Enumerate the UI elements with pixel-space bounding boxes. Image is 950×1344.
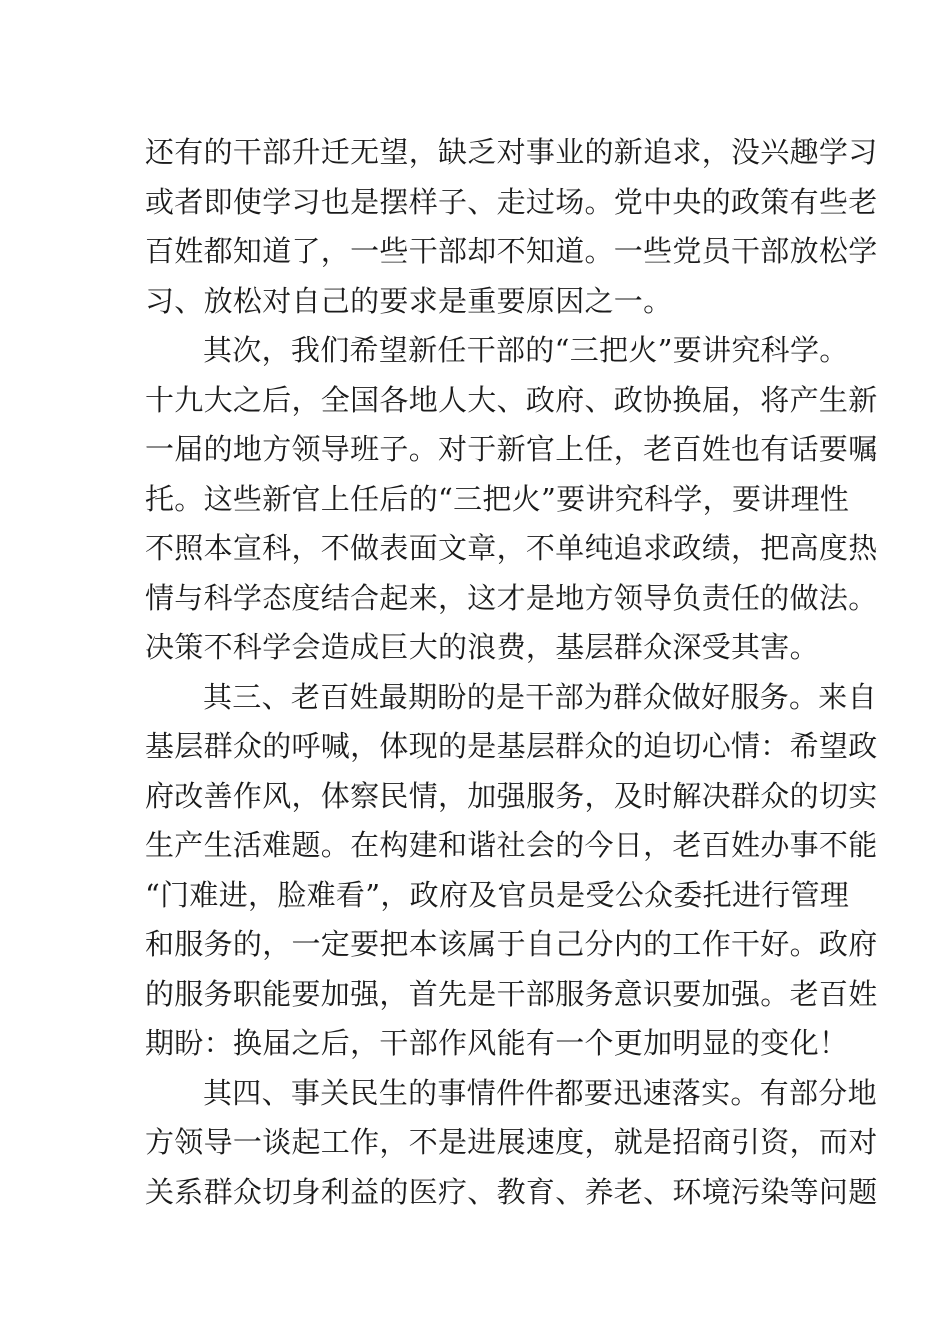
text-line: 的服务职能要加强，首先是干部服务意识要加强。老百姓 — [145, 976, 878, 1011]
text-line: 习、放松对自己的要求是重要原因之一。 — [145, 283, 673, 318]
text-line: 十九大之后，全国各地人大、政府、政协换届，将产生新 — [145, 382, 878, 417]
text-line: 决策不科学会造成巨大的浪费，基层群众深受其害。 — [145, 630, 819, 664]
text-line: 情与科学态度结合起来，这才是地方领导负责任的做法。 — [145, 580, 878, 615]
text-line: 基层群众的呼喊，体现的是基层群众的迫切心情：希望政 — [145, 729, 878, 763]
text-line: 百姓都知道了，一些干部却不知道。一些党员干部放松学 — [145, 234, 878, 268]
text-line: 期盼：换届之后，干部作风能有一个更加明显的变化！ — [145, 1026, 849, 1060]
text-line: “门难进，脸难看”，政府及官员是受公众委托进行管理 — [145, 877, 850, 912]
text-line: 还有的干部升迁无望，缺乏对事业的新追求，没兴趣学习 — [145, 135, 878, 169]
paragraph-first-line: 其三、老百姓最期盼的是干部为群众做好服务。来自 — [203, 679, 877, 714]
text-line: 一届的地方领导班子。对于新官上任，老百姓也有话要嘱 — [145, 432, 878, 466]
text-line: 和服务的，一定要把本该属于自己分内的工作干好。政府 — [145, 927, 878, 961]
text-line: 府改善作风，体察民情，加强服务，及时解决群众的切实 — [145, 778, 878, 813]
text-line: 生产生活难题。在构建和谐社会的今日，老百姓办事不能 — [145, 828, 878, 862]
text-line: 关系群众切身利益的医疗、教育、养老、环境污染等问题 — [145, 1174, 878, 1209]
paragraph-first-line: 其四、事关民生的事情件件都要迅速落实。有部分地 — [203, 1075, 877, 1110]
text-line: 托。这些新官上任后的“三把火”要讲究科学，要讲理性 — [145, 481, 850, 516]
text-line: 方领导一谈起工作，不是进展速度，就是招商引资，而对 — [145, 1125, 878, 1159]
text-line: 或者即使学习也是摆样子、走过场。党中央的政策有些老 — [145, 184, 878, 219]
body-text — [145, 128, 878, 1217]
text-line: 不照本宣科，不做表面文章，不单纯追求政绩，把高度热 — [145, 531, 878, 565]
paragraph-first-line: 其次，我们希望新任干部的“三把火”要讲究科学。 — [203, 333, 849, 367]
